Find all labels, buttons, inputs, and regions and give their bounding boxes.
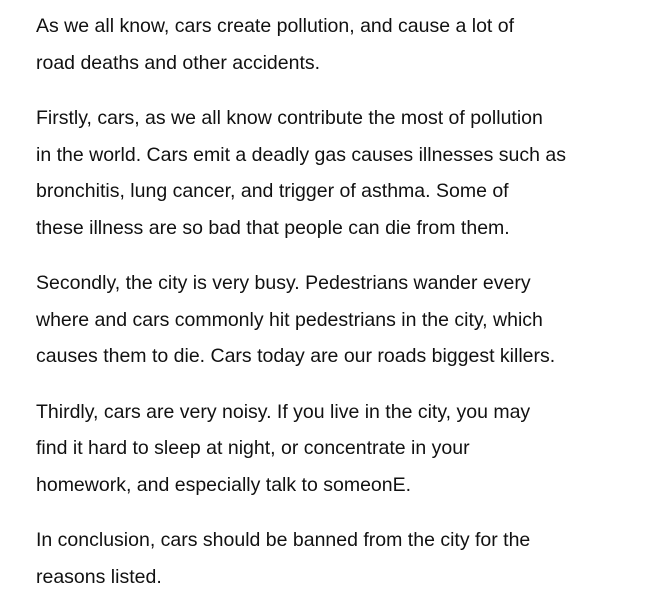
document-body — [36, 8, 636, 614]
text-line: In conclusion, cars should be banned from the city for the — [36, 529, 531, 551]
paragraph-thirdly — [36, 394, 636, 504]
text-line: these illness are so bad that people can die from them. — [36, 216, 510, 239]
text-line: homework, and especially talk to someonE. — [36, 473, 412, 496]
text-line: Thirdly, cars are very noisy. If you live in the city, you may — [36, 400, 531, 423]
text-line: road deaths and other accidents. — [36, 51, 321, 74]
paragraph-conclusion — [36, 522, 636, 595]
text-line: As we all know, cars create pollution, and cause a lot of — [36, 15, 515, 37]
text-line: bronchitis, lung cancer, and trigger of asthma. Some of — [36, 180, 509, 202]
text-line: Firstly, cars, as we all know contribute the most of pollution — [36, 107, 543, 129]
text-line: causes them to die. Cars today are our roads biggest killers. — [36, 345, 556, 367]
paragraph-secondly — [36, 265, 636, 375]
paragraph-firstly — [36, 100, 636, 246]
text-line: where and cars commonly hit pedestrians in the city, which — [36, 308, 543, 331]
paragraph-intro — [36, 8, 636, 81]
text-line: reasons listed. — [36, 565, 162, 588]
text-line: find it hard to sleep at night, or concentrate in your — [36, 437, 470, 459]
text-line: Secondly, the city is very busy. Pedestrians wander every — [36, 272, 531, 294]
text-line: in the world. Cars emit a deadly gas causes illnesses such as — [36, 143, 567, 166]
